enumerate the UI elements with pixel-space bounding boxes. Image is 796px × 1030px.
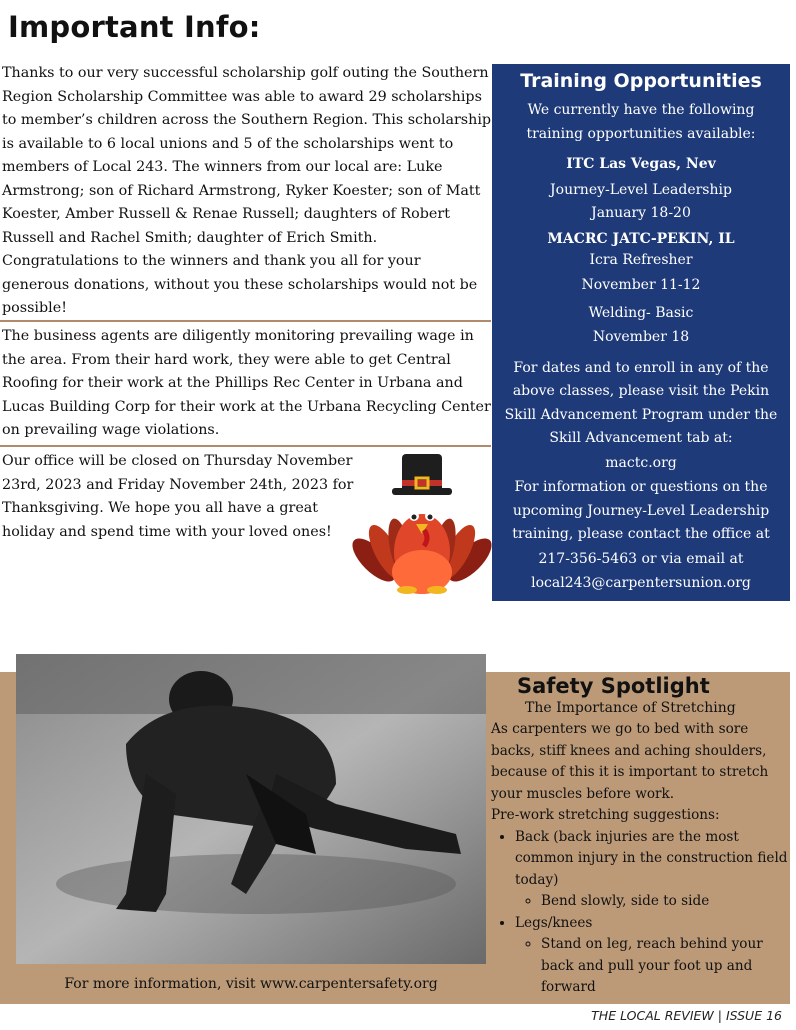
page-title: Important Info:	[8, 10, 261, 44]
training-date-2: November 11-12	[581, 277, 701, 293]
safety-intro: As carpenters we go to bed with sore backs, stiff knees and aching shoulders, because of this it is important to stretch your muscles before work.	[491, 721, 769, 802]
training-opportunities-panel	[492, 64, 790, 601]
training-date-3: November 18	[592, 329, 690, 345]
training-course-2: Icra Refresher	[589, 251, 693, 268]
divider	[0, 320, 491, 322]
training-title: Training Opportunities	[520, 70, 762, 92]
scholarship-paragraph: Thanks to our very successful scholarship golf outing the Southern Region Scholarship Committee was able to award 29 scholarships to member’s children across the Southern Region. This scholarship is available to 6 local unions and 5 of the scholarships went to members of Local 243. The winners from our local are: Luke Armstrong; son of Richard Armstrong, Ryker Koester; son of Matt Koester, Amber Russell & Renae Russell; daughters of Robert Russell and Rachel Smith; daughter of Erich Smith. Congratulations to the winners and thank you all for your generous donations, without you these scholarships would not be possible!	[2, 65, 492, 316]
training-email-link[interactable]: local243@carpentersunion.org	[531, 575, 751, 591]
safety-title: Safety Spotlight	[517, 674, 710, 698]
stretch-item-back-sub: Bend slowly, side to side	[541, 893, 710, 909]
safety-suggestions-label: Pre-work stretching suggestions:	[491, 807, 720, 823]
stretch-item-back: Back (back injuries are the most common injury in the construction field today)	[515, 828, 788, 888]
list-item	[541, 934, 791, 999]
safety-spotlight-section	[489, 674, 791, 999]
training-enroll-text: For dates and to enroll in any of the above classes, please visit the Pekin Skill Advancement Program under the Skill Advancement tab at:	[504, 359, 778, 446]
training-course-3: Welding- Basic	[588, 304, 694, 321]
divider	[0, 445, 491, 447]
training-location-1: ITC Las Vegas, Nev	[566, 156, 716, 172]
list-item	[515, 913, 791, 999]
stretch-item-legs: Legs/knees	[515, 914, 593, 931]
stretch-item-legs-sub: Stand on leg, reach behind your back and pull your foot up and forward	[541, 936, 763, 995]
training-website-link[interactable]: mactc.org	[605, 454, 677, 471]
training-phone: 217-356-5463 or via email at	[538, 550, 744, 567]
training-info-text: For information or questions on the upcoming Journey-Level Leadership training, please contact the office at	[512, 479, 770, 542]
list-item	[515, 827, 791, 913]
stretch-list	[489, 827, 791, 999]
list-item	[541, 891, 791, 913]
prevailing-wage-paragraph: The business agents are diligently monitoring prevailing wage in the area. From their hard work, they were able to get Central Roofing for their work at the Phillips Rec Center in Urbana and Lucas Building Corp for their work at the Urbana Recycling Center on prevailing wage violations.	[2, 328, 491, 438]
training-course-1: Journey-Level Leadership	[550, 181, 732, 198]
training-location-2: MACRC JATC-PEKIN, IL	[547, 230, 735, 247]
safety-subtitle: The Importance of Stretching	[525, 700, 736, 716]
photo-caption: For more information, visit www.carpentersafety.org	[64, 976, 438, 992]
stretching-photo	[16, 654, 486, 964]
training-intro: We currently have the following training opportunities available:	[526, 102, 756, 142]
training-date-1: January 18-20	[591, 205, 691, 221]
office-closure-paragraph: Our office will be closed on Thursday November 23rd, 2023 and Friday November 24th, 2023 for Thanksgiving. We hope you all have a great holiday and spend time with your loved ones!	[2, 453, 354, 540]
pilgrim-turkey-icon	[352, 452, 492, 594]
page-footer: THE LOCAL REVIEW | ISSUE 16	[591, 1008, 782, 1023]
